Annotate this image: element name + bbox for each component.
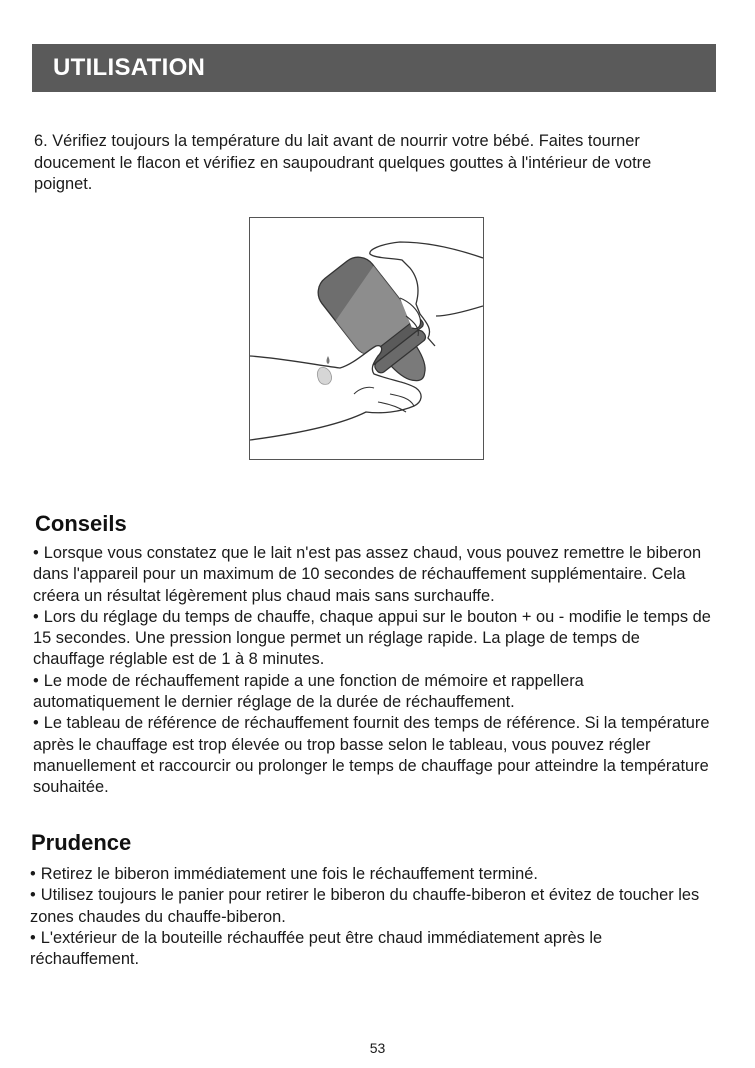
bottle-wrist-test-illustration	[250, 218, 483, 459]
section-title: UTILISATION	[53, 54, 206, 81]
caution-item: • Retirez le biberon immédiatement une fois le réchauffement terminé.	[30, 864, 710, 885]
step-6-text: 6. Vérifiez toujours la température du lait avant de nourrir votre bébé. Faites tourner doucement le flacon et vérifiez en saupoudrant quelques gouttes à l'intérieur de votre poignet.	[34, 132, 652, 193]
page-number: 53	[369, 1040, 386, 1056]
tip-item: • Lorsque vous constatez que le lait n'est pas assez chaud, vous pouvez remettre le biberon dans l'appareil pour un maximum de 10 secondes de réchauffement supplémentaire. Cela créera un résultat légèrement plus chaud mais sans surchauffe.	[33, 543, 713, 607]
caution-heading: Prudence	[31, 830, 132, 855]
tip-item: • Le mode de réchauffement rapide a une fonction de mémoire et rappellera automatiquement le dernier réglage de la durée de réchauffement.	[33, 671, 713, 714]
caution-item: • Utilisez toujours le panier pour retirer le biberon du chauffe-biberon et évitez de toucher les zones chaudes du chauffe-biberon.	[30, 885, 710, 928]
caution-list	[30, 864, 710, 970]
tip-item: • Lors du réglage du temps de chauffe, chaque appui sur le bouton + ou - modifie le temps de 15 secondes. Une pression longue permet un réglage rapide. La plage de temps de chauffage réglable est de 1 à 8 minutes.	[33, 607, 713, 671]
tip-item: • Le tableau de référence de réchauffement fournit des temps de référence. Si la température après le chauffage est trop élevée ou trop basse selon le tableau, vous pouvez régler manuellement et raccourcir ou prolonger le temps de chauffage pour atteindre la température souhaitée.	[33, 713, 713, 798]
tips-heading: Conseils	[35, 511, 127, 536]
bottle-wrist-test-figure	[249, 217, 484, 460]
section-header	[32, 44, 716, 92]
caution-item: • L'extérieur de la bouteille réchauffée peut être chaud immédiatement après le réchauffement.	[30, 928, 710, 971]
tips-list	[33, 543, 713, 799]
